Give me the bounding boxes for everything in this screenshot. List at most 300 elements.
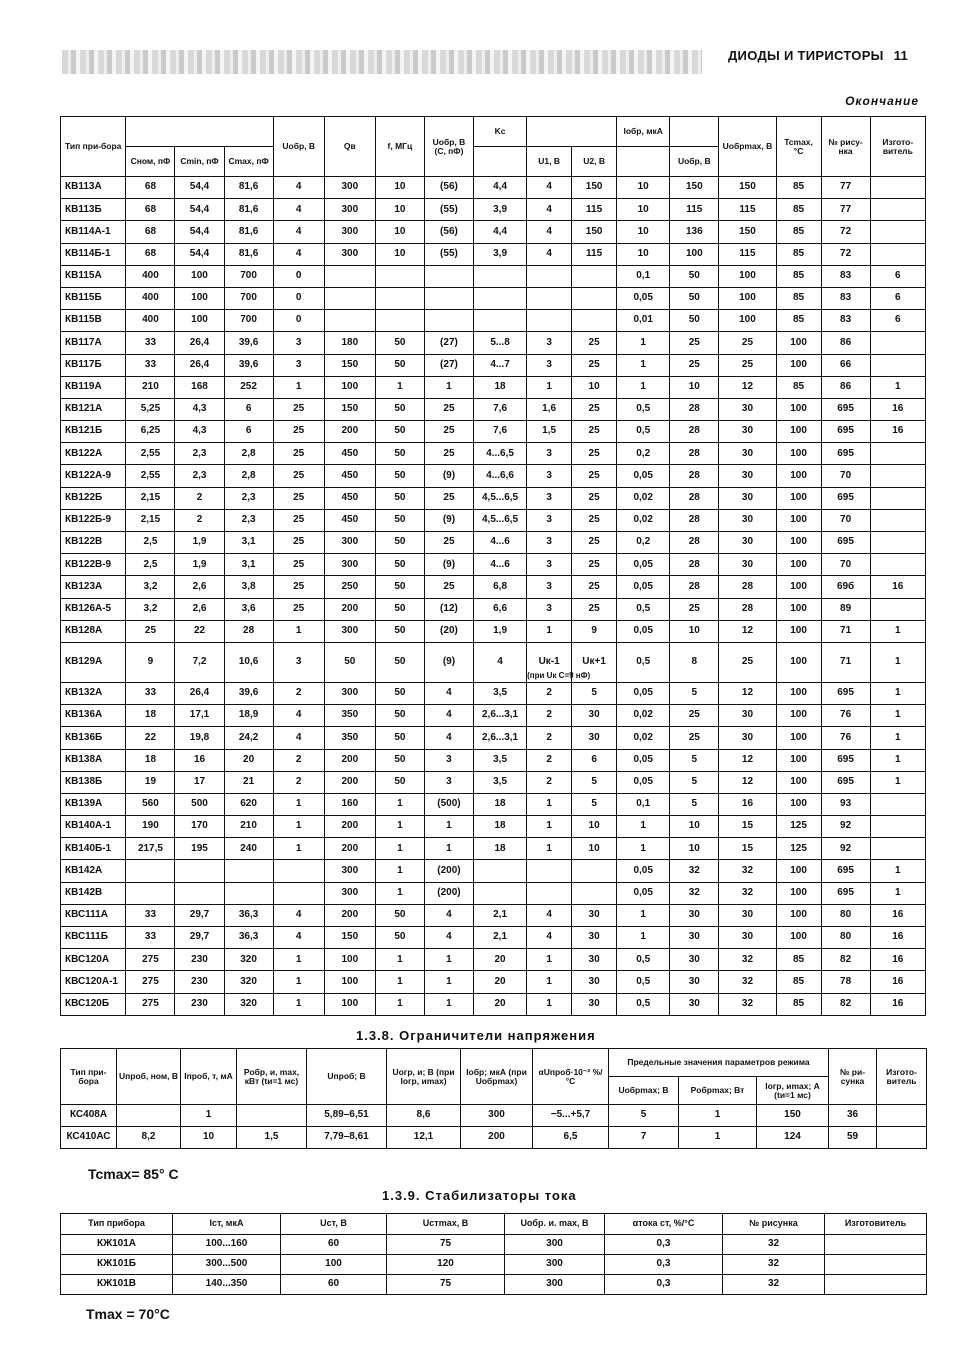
- table-row: [61, 243, 926, 265]
- table-cell: 85: [776, 243, 821, 265]
- table-cell: 275: [126, 993, 175, 1015]
- table-cell: 10: [572, 376, 617, 398]
- table-cell: 450: [324, 509, 375, 531]
- col-iobr-sub: [617, 147, 670, 177]
- table-cell: 80: [821, 904, 870, 926]
- table-cell: 2: [527, 682, 572, 704]
- table-row: [61, 727, 926, 749]
- table-cell: 15: [719, 816, 776, 838]
- table-cell: 60: [281, 1275, 387, 1295]
- device-type-cell: КЖ101В: [61, 1275, 173, 1295]
- table-cell: 18: [473, 376, 526, 398]
- table-cell: 16: [175, 749, 224, 771]
- table-cell: (9): [424, 509, 473, 531]
- table-cell: 66: [821, 354, 870, 376]
- table-cell: 68: [126, 221, 175, 243]
- table-cell: 93: [821, 793, 870, 815]
- table-cell: 25: [273, 509, 324, 531]
- table-cell: 30: [719, 904, 776, 926]
- table-cell: [126, 860, 175, 882]
- table-cell: 1,9: [473, 620, 526, 642]
- table-cell: 150: [719, 177, 776, 199]
- table-cell: 695: [821, 682, 870, 704]
- table-cell: 230: [175, 993, 224, 1015]
- table-cell: 80: [821, 927, 870, 949]
- table-cell: 3: [527, 532, 572, 554]
- table-cell: 5: [572, 793, 617, 815]
- device-type-cell: КВ122В-9: [61, 554, 126, 576]
- table-cell: 300...500: [173, 1255, 281, 1275]
- table-cell: 350: [324, 727, 375, 749]
- table-cell: 1: [527, 838, 572, 860]
- table-cell: 695: [821, 882, 870, 904]
- device-type-cell: КВ115А: [61, 265, 126, 287]
- table-cell: 29,7: [175, 927, 224, 949]
- l-col-fig: № ри-сунка: [829, 1049, 877, 1105]
- table-cell: 500: [175, 793, 224, 815]
- table-cell: 1: [375, 882, 424, 904]
- table-cell: 1: [527, 376, 572, 398]
- table-row: [61, 487, 926, 509]
- table-cell: 300: [324, 199, 375, 221]
- table-cell: 30: [572, 993, 617, 1015]
- table-cell: 1: [181, 1105, 237, 1127]
- table-cell: 7,6: [473, 421, 526, 443]
- table-cell: 89: [821, 598, 870, 620]
- table-cell: 10: [670, 838, 719, 860]
- table-cell: 7: [609, 1127, 679, 1149]
- table-cell: 85: [776, 949, 821, 971]
- table-cell: 300: [324, 860, 375, 882]
- table-cell: 695: [821, 771, 870, 793]
- l-col-limits: Предельные значения параметров режима: [609, 1049, 829, 1077]
- table-cell: 300: [324, 532, 375, 554]
- table-row: [61, 705, 926, 727]
- table-cell: 86: [821, 376, 870, 398]
- table-cell: [870, 465, 925, 487]
- table-cell: 4: [273, 199, 324, 221]
- table-cell: 3,8: [224, 576, 273, 598]
- table-cell: 450: [324, 465, 375, 487]
- table-cell: 100: [776, 749, 821, 771]
- table-cell: 22: [126, 727, 175, 749]
- table-cell: 33: [126, 927, 175, 949]
- table-cell: 7,6: [473, 398, 526, 420]
- table-cell: 30: [719, 487, 776, 509]
- table-cell: 695: [821, 860, 870, 882]
- table-cell: 30: [572, 705, 617, 727]
- table-cell: 20: [224, 749, 273, 771]
- table-cell: 3,6: [224, 598, 273, 620]
- table-cell: 16: [870, 993, 925, 1015]
- table-cell: 620: [224, 793, 273, 815]
- table-cell: 2,6...3,1: [473, 727, 526, 749]
- table-cell: 100: [776, 576, 821, 598]
- table-cell: 1: [527, 793, 572, 815]
- table-cell: 25: [572, 576, 617, 598]
- table-cell: 695: [821, 398, 870, 420]
- table-row: [61, 1255, 927, 1275]
- table-cell: 3: [424, 771, 473, 793]
- table-cell: 25: [572, 443, 617, 465]
- table-row: [61, 421, 926, 443]
- col-iobr-empty: [670, 117, 719, 147]
- table-cell: 19: [126, 771, 175, 793]
- table-cell: 12: [719, 771, 776, 793]
- table-cell: [825, 1275, 927, 1295]
- table-cell: 28: [670, 509, 719, 531]
- table-cell: 0,05: [617, 554, 670, 576]
- table-cell: (20): [424, 620, 473, 642]
- table-row: [61, 904, 926, 926]
- table-cell: 5: [670, 749, 719, 771]
- table-cell: 72: [821, 221, 870, 243]
- table-cell: 1: [273, 620, 324, 642]
- table-cell: 68: [126, 243, 175, 265]
- table-cell: 33: [126, 354, 175, 376]
- device-type-cell: КВ136Б: [61, 727, 126, 749]
- table-cell: 200: [324, 904, 375, 926]
- table-cell: 6: [224, 421, 273, 443]
- table-cell: 1: [617, 332, 670, 354]
- table-cell: 16: [870, 949, 925, 971]
- table-cell: 150: [572, 177, 617, 199]
- table-cell: 0,05: [617, 882, 670, 904]
- table-cell: 1: [617, 354, 670, 376]
- device-type-cell: КВ122Б: [61, 487, 126, 509]
- section-title-limiters: 1.3.8. Ограничители напряжения: [356, 1028, 596, 1043]
- table-cell: 86: [821, 332, 870, 354]
- table-cell: 19,8: [175, 727, 224, 749]
- table-cell: 4: [273, 177, 324, 199]
- table-cell: 1: [870, 860, 925, 882]
- table-cell: 50: [375, 465, 424, 487]
- table-cell: 100: [719, 310, 776, 332]
- table-cell: 25: [572, 354, 617, 376]
- table-cell: 30: [670, 949, 719, 971]
- table-cell: 0,5: [617, 598, 670, 620]
- table-cell: (56): [424, 177, 473, 199]
- table-cell: Uк-1 (при Uк С=9 нФ): [527, 642, 572, 682]
- table-cell: 81,6: [224, 177, 273, 199]
- table-row: [61, 199, 926, 221]
- table-cell: 6,5: [533, 1127, 609, 1149]
- table-cell: 100: [776, 620, 821, 642]
- table-cell: 115: [670, 199, 719, 221]
- table-cell: 25: [670, 705, 719, 727]
- table-cell: 28: [719, 576, 776, 598]
- column-header: Изготовитель: [825, 1214, 927, 1235]
- table-row: [61, 816, 926, 838]
- col-uobrmax: Uобрmax, В: [719, 117, 776, 177]
- table-cell: 4: [424, 727, 473, 749]
- table-cell: 25: [424, 576, 473, 598]
- table-cell: 2: [273, 749, 324, 771]
- table-cell: 2,8: [224, 465, 273, 487]
- table-row: [61, 532, 926, 554]
- device-type-cell: КВ115В: [61, 310, 126, 332]
- table-cell: 1: [273, 971, 324, 993]
- table-row: [61, 576, 926, 598]
- table-cell: 5: [670, 771, 719, 793]
- table-cell: 50: [375, 554, 424, 576]
- table-cell: 0: [273, 265, 324, 287]
- l-col-iprob: Iпроб, т, мА: [181, 1049, 237, 1105]
- table-cell: 50: [375, 682, 424, 704]
- table-cell: 54,4: [175, 221, 224, 243]
- table-cell: (9): [424, 465, 473, 487]
- device-type-cell: КВ126А-5: [61, 598, 126, 620]
- table-cell: 25: [572, 421, 617, 443]
- continuation-label: Окончание: [845, 94, 919, 108]
- table-cell: 100: [776, 705, 821, 727]
- table-cell: [527, 860, 572, 882]
- table-cell: 32: [723, 1275, 825, 1295]
- table-cell: 3: [273, 332, 324, 354]
- table-cell: 8: [670, 642, 719, 682]
- table-cell: 25: [273, 465, 324, 487]
- device-type-cell: КВ128А: [61, 620, 126, 642]
- table-cell: 18: [126, 705, 175, 727]
- table-cell: 25: [670, 332, 719, 354]
- table-cell: 100: [324, 949, 375, 971]
- table-cell: 1: [424, 949, 473, 971]
- table-cell: 18: [473, 793, 526, 815]
- table-cell: 0,05: [617, 465, 670, 487]
- table-cell: [527, 265, 572, 287]
- table-cell: 150: [324, 927, 375, 949]
- table-cell: 1: [424, 838, 473, 860]
- table-cell: 50: [375, 398, 424, 420]
- table-cell: 300: [324, 620, 375, 642]
- table-cell: (12): [424, 598, 473, 620]
- table-cell: 2,3: [224, 487, 273, 509]
- table-cell: 230: [175, 971, 224, 993]
- table-cell: 25: [670, 727, 719, 749]
- table-cell: 5...8: [473, 332, 526, 354]
- table-cell: 3: [424, 749, 473, 771]
- table-cell: 30: [572, 949, 617, 971]
- table-cell: 1: [870, 727, 925, 749]
- table-cell: 124: [757, 1127, 829, 1149]
- table-cell: 0,2: [617, 532, 670, 554]
- table-cell: 1: [527, 971, 572, 993]
- table-cell: [870, 554, 925, 576]
- table-cell: 20: [473, 971, 526, 993]
- table-cell: 2: [273, 682, 324, 704]
- table-cell: 210: [126, 376, 175, 398]
- table-cell: 6,6: [473, 598, 526, 620]
- table-cell: 100: [776, 443, 821, 465]
- table-cell: 50: [375, 354, 424, 376]
- table-cell: 100: [776, 421, 821, 443]
- table-cell: 7,2: [175, 642, 224, 682]
- table-cell: 300: [324, 682, 375, 704]
- table-cell: 1: [617, 816, 670, 838]
- device-type-cell: КВ114Б-1: [61, 243, 126, 265]
- table-cell: 25: [273, 421, 324, 443]
- table-cell: 1: [424, 993, 473, 1015]
- table-cell: 400: [126, 287, 175, 309]
- table-cell: 25: [719, 642, 776, 682]
- col-type: Тип при-бора: [61, 117, 126, 177]
- table-cell: 10: [670, 620, 719, 642]
- table-cell: 1,9: [175, 554, 224, 576]
- table-cell: 1: [870, 882, 925, 904]
- table-cell: 25: [273, 487, 324, 509]
- table-cell: 400: [126, 310, 175, 332]
- current-stabilizer-table-body: [61, 1235, 927, 1295]
- table-cell: 150: [572, 221, 617, 243]
- table-cell: 30: [670, 904, 719, 926]
- table-cell: 30: [719, 421, 776, 443]
- table-cell: 28: [224, 620, 273, 642]
- table-cell: 5: [572, 682, 617, 704]
- table-cell: 32: [719, 949, 776, 971]
- table-cell: 28: [670, 554, 719, 576]
- table-cell: [870, 354, 925, 376]
- table-cell: 1: [273, 993, 324, 1015]
- table-cell: 4: [424, 705, 473, 727]
- table-cell: (200): [424, 882, 473, 904]
- table-cell: [224, 882, 273, 904]
- table-cell: 10: [617, 221, 670, 243]
- table-row: [61, 332, 926, 354]
- kv129a-note: (при Uк С=9 нФ): [527, 670, 591, 680]
- table-cell: 68: [126, 177, 175, 199]
- table-cell: 10: [617, 177, 670, 199]
- table-cell: 50: [375, 576, 424, 598]
- table-cell: [527, 310, 572, 332]
- table-cell: 10: [670, 816, 719, 838]
- table-cell: 700: [224, 265, 273, 287]
- device-type-cell: КВ138А: [61, 749, 126, 771]
- table-cell: 252: [224, 376, 273, 398]
- table-cell: 100: [324, 971, 375, 993]
- device-type-cell: КВ139А: [61, 793, 126, 815]
- table-row: [61, 749, 926, 771]
- table-cell: 300: [324, 882, 375, 904]
- table-cell: 100: [175, 265, 224, 287]
- table-cell: 92: [821, 838, 870, 860]
- table-cell: 69б: [821, 576, 870, 598]
- table-cell: 30: [719, 927, 776, 949]
- table-cell: 100: [776, 532, 821, 554]
- l-col-uprob: Uпроб; В: [307, 1049, 387, 1105]
- table-cell: 2,3: [224, 509, 273, 531]
- table-cell: [870, 221, 925, 243]
- l-col-iogr: Iогр, иmax; А (tи=1 мс): [757, 1077, 829, 1105]
- table-cell: 33: [126, 904, 175, 926]
- table-row: [61, 1127, 927, 1149]
- table-cell: 300: [505, 1275, 605, 1295]
- limiter-table-body: [61, 1105, 927, 1149]
- col-u2: U2, В: [572, 147, 617, 177]
- col-u-group: [527, 117, 617, 147]
- device-type-cell: КВ115Б: [61, 287, 126, 309]
- table-cell: [527, 882, 572, 904]
- table-cell: [424, 310, 473, 332]
- device-type-cell: КВС120Б: [61, 993, 126, 1015]
- table-cell: 5: [572, 771, 617, 793]
- table-cell: 0,02: [617, 705, 670, 727]
- table-cell: 26,4: [175, 332, 224, 354]
- table-cell: 39,6: [224, 354, 273, 376]
- table-cell: 300: [505, 1255, 605, 1275]
- table-cell: [877, 1105, 927, 1127]
- table-cell: 1: [375, 949, 424, 971]
- table-cell: 16: [870, 576, 925, 598]
- table-cell: 9: [126, 642, 175, 682]
- table-row: [61, 554, 926, 576]
- table-cell: 18: [473, 816, 526, 838]
- table-cell: 4: [473, 642, 526, 682]
- table-cell: 1: [273, 816, 324, 838]
- table-cell: 700: [224, 310, 273, 332]
- device-type-cell: КВ123А: [61, 576, 126, 598]
- table-row: [61, 620, 926, 642]
- table-row: [61, 221, 926, 243]
- device-type-cell: КВ113А: [61, 177, 126, 199]
- table-cell: [175, 860, 224, 882]
- table-cell: [375, 310, 424, 332]
- table-cell: 50: [375, 332, 424, 354]
- table-cell: 5,25: [126, 398, 175, 420]
- table-cell: 28: [670, 576, 719, 598]
- column-header: Iст, мкА: [173, 1214, 281, 1235]
- table-cell: 4: [527, 199, 572, 221]
- table-cell: 125: [776, 838, 821, 860]
- table-cell: 3: [527, 332, 572, 354]
- table-cell: 195: [175, 838, 224, 860]
- table-cell: 1: [273, 838, 324, 860]
- table-cell: [572, 287, 617, 309]
- table-row: [61, 927, 926, 949]
- table-cell: 560: [126, 793, 175, 815]
- l-col-uobrmax: Uобрmax; В: [609, 1077, 679, 1105]
- table-cell: 300: [505, 1235, 605, 1255]
- table-cell: [870, 838, 925, 860]
- table-cell: 25: [572, 332, 617, 354]
- table-cell: [870, 332, 925, 354]
- table-cell: 100: [776, 642, 821, 682]
- table-cell: 115: [719, 243, 776, 265]
- col-uobr2: Uобр, В: [670, 147, 719, 177]
- table-cell: 4: [273, 727, 324, 749]
- table-cell: 10: [375, 199, 424, 221]
- table-cell: 320: [224, 971, 273, 993]
- table-cell: [324, 287, 375, 309]
- table-cell: 4: [273, 221, 324, 243]
- table-cell: 50: [670, 265, 719, 287]
- table-cell: [273, 860, 324, 882]
- table-cell: 10: [617, 199, 670, 221]
- table-cell: 25: [126, 620, 175, 642]
- table-cell: 695: [821, 532, 870, 554]
- table-cell: 30: [572, 727, 617, 749]
- table-cell: 82: [821, 949, 870, 971]
- table-cell: 32: [719, 882, 776, 904]
- table-cell: 320: [224, 949, 273, 971]
- table-cell: 32: [670, 860, 719, 882]
- table-cell: [870, 487, 925, 509]
- table-cell: (200): [424, 860, 473, 882]
- table-cell: 1: [870, 642, 925, 682]
- table-cell: 9: [572, 620, 617, 642]
- table-cell: 3,2: [126, 598, 175, 620]
- table-cell: 25: [572, 398, 617, 420]
- table-cell: 12: [719, 620, 776, 642]
